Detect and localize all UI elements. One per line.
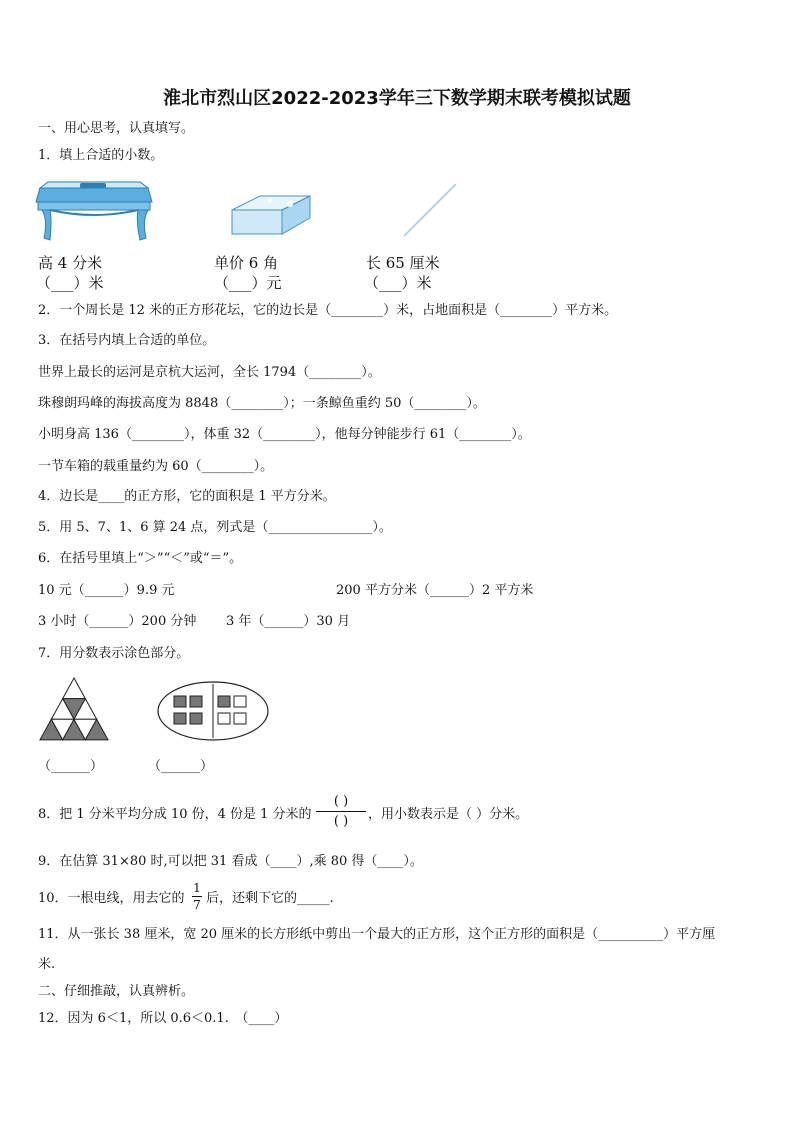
question-11-line-2: 米. (38, 957, 56, 972)
question-10-fraction-numerator: 1 (193, 881, 201, 895)
question-6-b: 200 平方分米（______）2 平方米 (336, 583, 534, 598)
question-10-fraction-denominator: 7 (193, 898, 201, 912)
section-heading-1: 一、用心思考，认真填写。 (38, 121, 195, 136)
shaded-oval-figure (156, 680, 270, 742)
question-12: 12．因为 6＜1，所以 0.6＜0.1. （____） (38, 1011, 288, 1026)
question-10-after: 后，还剩下它的_____. (206, 891, 334, 906)
question-8-before: 8．把 1 分米平均分成 10 份，4 份是 1 分米的 (38, 807, 312, 822)
question-3-line-3: 小明身高 136（________），体重 32（________），他每分钟能步行 61（________）。 (38, 427, 531, 442)
line-segment-icon (400, 180, 460, 240)
question-4: 4．边长是____的正方形，它的面积是 1 平方分米。 (38, 489, 336, 504)
section-heading-2: 二、仔细推敲，认真辨析。 (38, 984, 195, 999)
question-7-text: 7．用分数表示涂色部分。 (38, 646, 190, 661)
blank-eraser-yuan[interactable]: （___）元 (214, 274, 282, 292)
question-8-fraction-numerator: ( ) (333, 794, 349, 809)
label-eraser-price: 单价 6 角 (214, 254, 279, 272)
eraser-illustration-icon (230, 192, 312, 238)
question-3-line-1: 世界上最长的运河是京杭大运河，全长 1794（________）。 (38, 365, 381, 380)
question-7-blank-2[interactable]: （______） (148, 759, 214, 774)
question-5: 5．用 5、7、1、6 算 24 点，列式是（________________）。 (38, 520, 392, 535)
question-10-fraction (192, 882, 202, 911)
question-1-text: 1．填上合适的小数。 (38, 148, 164, 163)
question-10-before: 10．一根电线，用去它的 (38, 891, 185, 906)
question-6-a: 10 元（______）9.9 元 (38, 583, 175, 598)
question-8-after: ，用小数表示是（ ）分米。 (368, 807, 529, 822)
fraction-bar (192, 896, 202, 897)
question-8-fraction-denominator: ( ) (333, 814, 349, 829)
question-7-blank-1[interactable]: （______） (38, 759, 104, 774)
question-3-line-2: 珠穆朗玛峰的海拔高度为 8848（________）；一条鲸鱼重约 50（________）。 (38, 396, 486, 411)
question-6-c: 3 小时（______）200 分钟 (38, 614, 197, 629)
question-11-line-1: 11．从一张长 38 厘米，宽 20 厘米的长方形纸中剪出一个最大的正方形，这个正方形的面积是（__________）平方厘 (38, 927, 716, 942)
question-6-text: 6．在括号里填上“＞”“＜”或“＝”。 (38, 551, 243, 566)
page-title: 淮北市烈山区2022-2023学年三下数学期末联考模拟试题 (163, 88, 631, 109)
question-6-d: 3 年（______）30 月 (226, 614, 351, 629)
shaded-triangle-figure (40, 676, 108, 744)
question-9: 9．在估算 31×80 时,可以把 31 看成（____）,乘 80 得（____）。 (38, 854, 423, 869)
question-8-fraction[interactable] (316, 795, 366, 828)
blank-line-meters[interactable]: （___）米 (364, 274, 432, 292)
table-illustration-icon (36, 180, 154, 246)
label-table-height: 高 4 分米 (38, 254, 103, 272)
question-2: 2．一个周长是 12 米的正方形花坛，它的边长是（________）米，占地面积是（________）平方米。 (38, 303, 618, 318)
question-3-line-4: 一节车箱的载重量约为 60（________）。 (38, 459, 274, 474)
blank-table-meters[interactable]: （___）米 (36, 274, 104, 292)
label-line-length: 长 65 厘米 (366, 254, 440, 272)
fraction-bar (316, 811, 366, 812)
question-3-text: 3．在括号内填上合适的单位。 (38, 333, 216, 348)
